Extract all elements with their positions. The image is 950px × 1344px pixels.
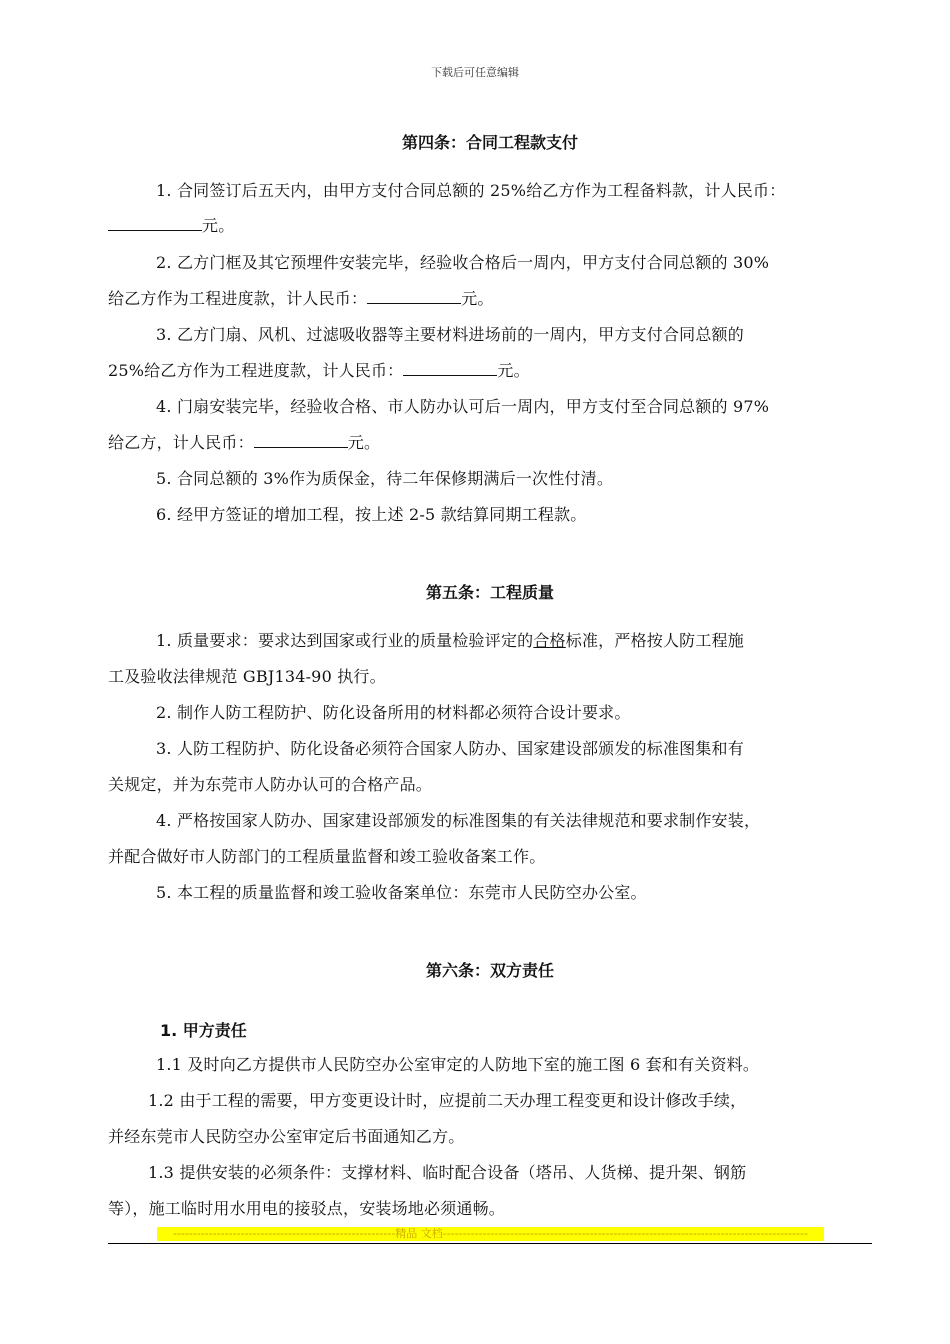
section-title-quality: 第五条：工程质量 [425,583,554,602]
paragraph-line: 4. 严格按国家人防办、国家建设部颁发的标准图集的有关法律规范和要求制作安装， [156,811,761,830]
paragraph-line: 元。 [108,213,234,236]
header-note: 下载后可任意编辑 [431,66,519,79]
section-title-responsibilities: 第六条：双方责任 [425,961,554,980]
paragraph-line: 1.1 及时向乙方提供市人民防空办公室审定的人防地下室的施工图 6 套和有关资料。 [156,1055,760,1074]
paragraph-line: 5. 本工程的质量监督和竣工验收备案单位：东莞市人民防空办公室。 [156,883,647,902]
paragraph-line: 5. 合同总额的 3%作为质保金，待二年保修期满后一次性付清。 [156,469,614,488]
paragraph-line: 关规定，并为东莞市人防办认可的合格产品。 [108,775,433,794]
underlined-text: 合格 [533,631,566,650]
amount-blank [403,361,497,376]
amount-blank [367,289,461,304]
paragraph-line: 25%给乙方作为工程进度款，计人民币： 元。 [108,361,530,380]
paragraph-line: 6. 经甲方签证的增加工程，按上述 2-5 款结算同期工程款。 [156,505,587,524]
footer-watermark-band: --------------------------------------------------------精品 文档-------------------------------------------------------------------------------------------- [157,1227,824,1241]
subsection-title: 1. 甲方责任 [160,1021,247,1040]
paragraph-line: 等），施工临时用水用电的接驳点，安装场地必须通畅。 [108,1199,506,1218]
paragraph-line: 并配合做好市人防部门的工程质量监督和竣工验收备案工作。 [108,847,546,866]
paragraph-line: 给乙方，计人民币： 元。 [108,433,381,452]
paragraph-line: 1.2 由于工程的需要，甲方变更设计时，应提前二天办理工程变更和设计修改手续， [148,1091,747,1110]
amount-blank [108,216,202,231]
paragraph-line: 工及验收法律规范 GBJ134-90 执行。 [108,667,386,686]
paragraph-line: 并经东莞市人民防空办公室审定后书面通知乙方。 [108,1127,465,1146]
paragraph-line: 4. 门扇安装完毕，经验收合格、市人防办认可后一周内，甲方支付至合同总额的 97% [156,397,770,416]
footer-divider [108,1243,872,1244]
paragraph-line: 1. 合同签订后五天内，由甲方支付合同总额的 25%给乙方作为工程备料款，计人民币： [156,181,786,200]
paragraph-line: 1.3 提供安装的必须条件：支撑材料、临时配合设备（塔吊、人货梯、提升架、钢筋 [148,1163,747,1182]
paragraph-line: 3. 乙方门扇、风机、过滤吸收器等主要材料进场前的一周内，甲方支付合同总额的 [156,325,744,344]
paragraph-line: 3. 人防工程防护、防化设备必须符合国家人防办、国家建设部颁发的标准图集和有 [156,739,744,758]
section-title-payment: 第四条：合同工程款支付 [401,133,578,152]
paragraph-line: 2. 制作人防工程防护、防化设备所用的材料都必须符合设计要求。 [156,703,631,722]
amount-blank [254,433,348,448]
paragraph-line: 给乙方作为工程进度款，计人民币： 元。 [108,289,494,308]
paragraph-line: 2. 乙方门框及其它预埋件安装完毕，经验收合格后一周内，甲方支付合同总额的 30% [156,253,770,272]
paragraph-line: 1. 质量要求：要求达到国家或行业的质量检验评定的合格标准，严格按人防工程施 [156,631,744,650]
